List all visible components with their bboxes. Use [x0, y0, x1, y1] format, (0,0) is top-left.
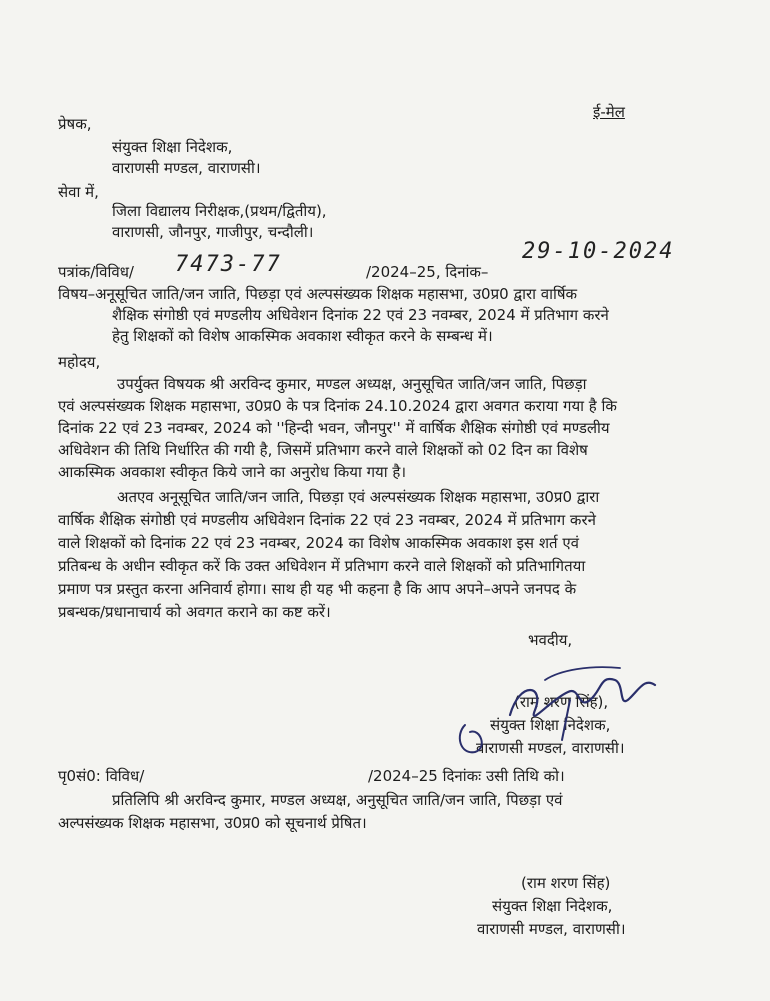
sender-line-1: संयुक्त शिक्षा निदेशक,: [112, 138, 233, 156]
para2-line-2: वार्षिक शैक्षिक संगोष्ठी एवं मण्डलीय अधिवेशन दिनांक 22 एवं 23 नवम्बर, 2024 में प्रतिभाग करने: [58, 511, 596, 529]
para2-line-5: प्रमाण पत्र प्रस्तुत करना अनिवार्य होगा। साथ ही यह भी कहना है कि आप अपने–अपने जनपद के: [58, 580, 577, 598]
subject-line-2: शैक्षिक संगोष्ठी एवं मण्डलीय अधिवेशन दिनांक 22 एवं 23 नवम्बर, 2024 में प्रतिभाग करने: [112, 306, 609, 324]
signatory-office: वाराणसी मण्डल, वाराणसी।: [476, 739, 625, 757]
signatory2-name: (राम शरण सिंह): [521, 874, 611, 892]
signatory-name: (राम शरण सिंह),: [514, 693, 609, 711]
signatory2-designation: संयुक्त शिक्षा निदेशक,: [492, 897, 613, 915]
reference-prefix: पत्रांक/विविध/: [58, 263, 134, 281]
reference-number-handwritten: 7473-77: [175, 252, 282, 277]
para1-line-3: दिनांक 22 एवं 23 नवम्बर, 2024 को ''हिन्दी भवन, जौनपुर'' में वार्षिक शैक्षिक संगोष्ठी एवं मण्डलीय: [58, 419, 610, 437]
endorsement-ref-prefix: पृ0सं0: विविध/: [58, 767, 145, 785]
subject-line-1: विषय–अनूसूचित जाति/जन जाति, पिछड़ा एवं अल्पसंख्यक शिक्षक महासभा, उ0प्र0 द्वारा वार्षिक: [58, 285, 578, 303]
closing: भवदीय,: [528, 631, 573, 649]
reference-year-date-label: /2024–25, दिनांक–: [366, 263, 489, 281]
date-handwritten: 29-10-2024: [522, 239, 675, 264]
para1-line-5: आकस्मिक अवकाश स्वीकृत किये जाने का अनुरोध किया गया है।: [58, 463, 407, 481]
para1-line-2: एवं अल्पसंख्यक शिक्षक महासभा, उ0प्र0 के पत्र दिनांक 24.10.2024 द्वारा अवगत कराया गया है कि: [58, 397, 617, 415]
signatory-designation: संयुक्त शिक्षा निदेशक,: [490, 716, 611, 734]
recipient-line-1: जिला विद्यालय निरीक्षक,(प्रथम/द्वितीय),: [112, 202, 327, 220]
subject-line-3: हेतु शिक्षकों को विशेष आकस्मिक अवकाश स्वीकृत करने के सम्बन्ध में।: [112, 327, 493, 345]
email-label: ई-मेल: [593, 103, 625, 121]
recipient-label: सेवा में,: [58, 183, 99, 201]
para2-line-4: प्रतिबन्ध के अधीन स्वीकृत करें कि उक्त अधिवेशन में प्रतिभाग करने वाले शिक्षकों को प्रतिभागितया: [58, 557, 586, 575]
endorsement-line-2: अल्पसंख्यक शिक्षक महासभा, उ0प्र0 को सूचनार्थ प्रेषित।: [58, 814, 367, 832]
para2-line-6: प्रबन्धक/प्रधानाचार्य को अवगत कराने का कष्ट करें।: [58, 603, 331, 621]
para1-line-1: उपर्युक्त विषयक श्री अरविन्द कुमार, मण्डल अध्यक्ष, अनुसूचित जाति/जन जाति, पिछड़ा: [117, 375, 587, 393]
para2-line-3: वाले शिक्षकों को दिनांक 22 एवं 23 नवम्बर, 2024 का विशेष आकस्मिक अवकाश इस शर्त एवं: [58, 534, 579, 552]
endorsement-ref-suffix: /2024–25 दिनांकः उसी तिथि को।: [368, 767, 565, 785]
signatory2-office: वाराणसी मण्डल, वाराणसी।: [477, 920, 626, 938]
handwritten-signature: [450, 640, 670, 760]
sender-label: प्रेषक,: [58, 115, 92, 133]
recipient-line-2: वाराणसी, जौनपुर, गाजीपुर, चन्दौली।: [112, 223, 314, 241]
salutation: महोदय,: [58, 353, 101, 371]
endorsement-line-1: प्रतिलिपि श्री अरविन्द कुमार, मण्डल अध्यक्ष, अनुसूचित जाति/जन जाति, पिछड़ा एवं: [112, 791, 563, 809]
para1-line-4: अधिवेशन की तिथि निर्धारित की गयी है, जिसमें प्रतिभाग करने वाले शिक्षकों को 02 दिन का विशेष: [58, 441, 588, 459]
sender-line-2: वाराणसी मण्डल, वाराणसी।: [112, 159, 261, 177]
para2-line-1: अतएव अनूसूचित जाति/जन जाति, पिछड़ा एवं अल्पसंख्यक शिक्षक महासभा, उ0प्र0 द्वारा: [117, 488, 600, 506]
